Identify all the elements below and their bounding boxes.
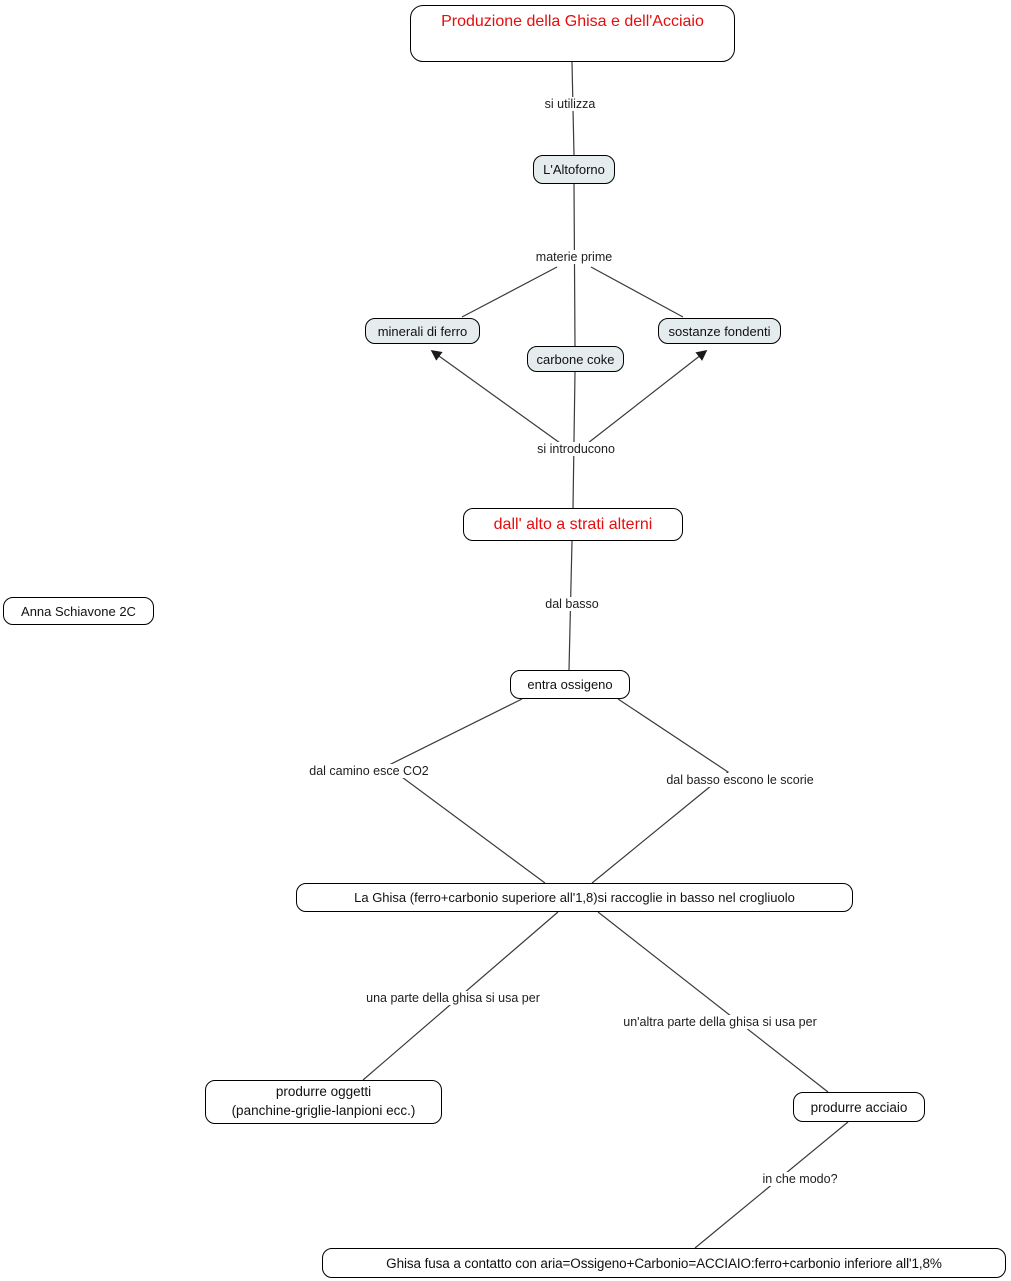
- node-strati-label: dall' alto a strati alterni: [493, 515, 653, 533]
- edge-label-dal-basso: dal basso: [542, 597, 602, 611]
- edge-label-in-che-modo: in che modo?: [759, 1172, 840, 1186]
- node-altoforno[interactable]: [533, 155, 615, 184]
- node-ossigeno-label: entra ossigeno: [527, 677, 613, 692]
- node-entra-ossigeno[interactable]: [510, 670, 630, 699]
- node-carbone-coke[interactable]: [527, 346, 624, 372]
- node-sostanze-fondenti[interactable]: [658, 318, 781, 344]
- node-strati-alterni[interactable]: [463, 508, 683, 541]
- edge-label-camino-co2: dal camino esce CO2: [306, 764, 432, 778]
- node-minerali-label: minerali di ferro: [377, 323, 468, 339]
- node-acciaio-label: produrre acciaio: [810, 1099, 908, 1115]
- node-minerali-di-ferro[interactable]: [365, 318, 480, 344]
- edge-label-altra-parte: un'altra parte della ghisa si usa per: [620, 1015, 819, 1029]
- node-oggetti-line1: produrre oggetti: [275, 1084, 372, 1100]
- node-sostanze-label: sostanze fondenti: [668, 323, 771, 339]
- edge-label-una-parte: una parte della ghisa si usa per: [363, 991, 543, 1005]
- node-oggetti-line2: (panchine-griglie-lanpioni ecc.): [231, 1103, 416, 1118]
- node-altoforno-label: L'Altoforno: [543, 162, 605, 177]
- node-carbone-label: carbone coke: [536, 351, 615, 367]
- node-acciaio-def-label: Ghisa fusa a contatto con aria=Ossigeno+Carbonio=ACCIAIO:ferro+carbonio inferiore all'1,8%: [386, 1255, 942, 1271]
- node-author-label: Anna Schiavone 2C: [21, 603, 136, 619]
- edge-label-escono-scorie: dal basso escono le scorie: [663, 773, 816, 787]
- edge-label-materie-prime: materie prime: [533, 250, 615, 264]
- node-author[interactable]: [3, 597, 154, 625]
- node-acciaio-definizione[interactable]: [322, 1248, 1006, 1278]
- node-ghisa-label: La Ghisa (ferro+carbonio superiore all'1,8)si raccoglie in basso nel crogliuolo: [354, 890, 795, 905]
- node-produrre-acciaio[interactable]: [793, 1092, 925, 1122]
- node-la-ghisa[interactable]: [296, 883, 853, 912]
- node-produrre-oggetti[interactable]: [205, 1080, 442, 1124]
- node-title-label: Produzione della Ghisa e dell'Acciaio: [441, 13, 704, 30]
- edge-label-si-introducono: si introducono: [534, 442, 618, 456]
- edge-label-si-utilizza: si utilizza: [542, 97, 599, 111]
- node-title[interactable]: [410, 5, 735, 62]
